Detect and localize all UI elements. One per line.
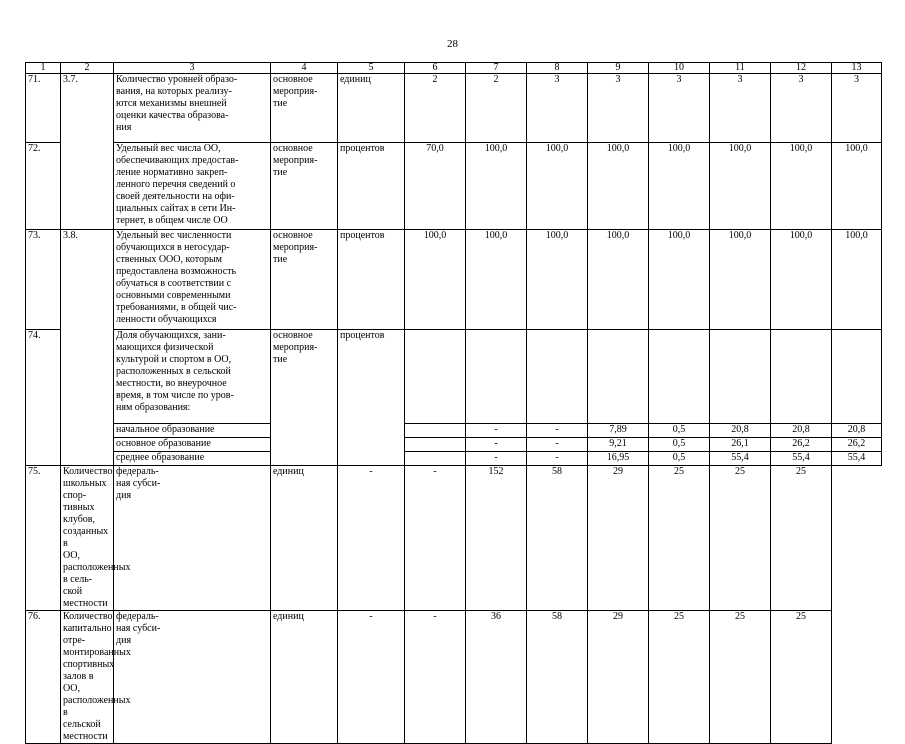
indicator-name: Удельный вес численности обучающихся в негосудар- ственных ООО, которым предоставлена возможность обучаться в соответствии с основными современными требованиями, в общей чис- ленности обучающихся <box>114 230 271 330</box>
value-cell: 7,89 <box>588 424 649 438</box>
value-cell: 20,8 <box>832 424 882 438</box>
value-cell: 100,0 <box>405 230 466 330</box>
item-code: 3.8. <box>61 230 114 466</box>
value-cell: 3 <box>527 74 588 143</box>
value-cell: 20,8 <box>771 424 832 438</box>
value-cell: - <box>527 424 588 438</box>
table-row <box>26 230 882 330</box>
unit: процентов <box>338 330 405 466</box>
value-cell: 29 <box>588 466 649 611</box>
funding-type: федераль- ная субси- дия <box>114 611 271 744</box>
col-header: 9 <box>588 63 649 74</box>
value-cell: - <box>527 452 588 466</box>
value-cell: 36 <box>466 611 527 744</box>
value-cell: 100,0 <box>527 143 588 230</box>
row-number: 73. <box>26 230 61 330</box>
value-cell: - <box>527 438 588 452</box>
value-cell: - <box>405 611 466 744</box>
col-header: 11 <box>710 63 771 74</box>
value-cell: 26,2 <box>771 438 832 452</box>
value-cell: 100,0 <box>832 143 882 230</box>
page-number: 28 <box>447 38 458 50</box>
col-header: 10 <box>649 63 710 74</box>
table-row <box>26 611 882 744</box>
funding-type: основное мероприя- тие <box>271 143 338 230</box>
col-header: 4 <box>271 63 338 74</box>
value-cell <box>588 330 649 424</box>
value-cell: 2 <box>405 74 466 143</box>
funding-type: основное мероприя- тие <box>271 230 338 330</box>
col-header: 7 <box>466 63 527 74</box>
value-cell: 100,0 <box>466 143 527 230</box>
value-cell: 29 <box>588 611 649 744</box>
sub-indicator-name: среднее образование <box>114 452 271 466</box>
value-cell: 25 <box>771 611 832 744</box>
table-subrow <box>26 438 882 452</box>
value-cell: 100,0 <box>832 230 882 330</box>
value-cell: 25 <box>710 466 771 611</box>
value-cell: - <box>466 452 527 466</box>
value-cell: 100,0 <box>588 143 649 230</box>
value-cell: 100,0 <box>649 230 710 330</box>
col-header: 3 <box>114 63 271 74</box>
unit: процентов <box>338 230 405 330</box>
indicators-table <box>25 62 882 744</box>
value-cell: 100,0 <box>771 230 832 330</box>
table-row <box>26 330 882 424</box>
sub-indicator-name: основное образование <box>114 438 271 452</box>
value-cell: 3 <box>710 74 771 143</box>
table-row <box>26 74 882 143</box>
value-cell: 25 <box>649 466 710 611</box>
value-cell: 25 <box>649 611 710 744</box>
col-header: 1 <box>26 63 61 74</box>
value-cell: 20,8 <box>710 424 771 438</box>
value-cell <box>710 330 771 424</box>
value-cell: 16,95 <box>588 452 649 466</box>
value-cell: - <box>338 466 405 611</box>
unit: процентов <box>338 143 405 230</box>
value-cell: 2 <box>466 74 527 143</box>
funding-type: основное мероприя- тие <box>271 74 338 143</box>
table-subrow <box>26 452 882 466</box>
sub-indicator-name: начальное образование <box>114 424 271 438</box>
row-number: 72. <box>26 143 61 230</box>
value-cell: 26,1 <box>710 438 771 452</box>
sub-spacer <box>405 452 466 466</box>
value-cell <box>832 330 882 424</box>
value-cell: 70,0 <box>405 143 466 230</box>
table-subrow <box>26 424 882 438</box>
value-cell: - <box>405 466 466 611</box>
value-cell <box>405 330 466 424</box>
value-cell <box>771 330 832 424</box>
value-cell <box>466 330 527 424</box>
unit: единиц <box>271 611 338 744</box>
row-number: 71. <box>26 74 61 143</box>
value-cell: - <box>338 611 405 744</box>
value-cell: 100,0 <box>771 143 832 230</box>
col-header: 13 <box>832 63 882 74</box>
value-cell: 3 <box>588 74 649 143</box>
value-cell: 3 <box>649 74 710 143</box>
value-cell: 58 <box>527 466 588 611</box>
col-header: 12 <box>771 63 832 74</box>
value-cell: 25 <box>771 466 832 611</box>
value-cell: 58 <box>527 611 588 744</box>
value-cell: 55,4 <box>771 452 832 466</box>
value-cell: 55,4 <box>832 452 882 466</box>
header-row <box>26 63 882 74</box>
value-cell: 0,5 <box>649 452 710 466</box>
table-row <box>26 143 882 230</box>
row-number: 74. <box>26 330 61 466</box>
indicator-name: Доля обучающихся, зани- мающихся физической культурой и спортом в ОО, расположенных в сельской местности, во внеурочное время, в том числе по уров- ням образования: <box>114 330 271 424</box>
value-cell: 100,0 <box>527 230 588 330</box>
indicator-name: Удельный вес числа ОО, обеспечивающих предостав- ление нормативно закреп- ленного перечня сведений о своей деятельности на офи- циальных сайтах в сети Ин- тернет, в общем числе ОО <box>114 143 271 230</box>
value-cell: 100,0 <box>710 143 771 230</box>
funding-type: основное мероприя- тие <box>271 330 338 466</box>
col-header: 2 <box>61 63 114 74</box>
indicator-name: Количество уровней образо- вания, на которых реализу- ются механизмы внешней оценки качества образова- ния <box>114 74 271 143</box>
value-cell: 25 <box>710 611 771 744</box>
funding-type: федераль- ная субси- дия <box>114 466 271 611</box>
value-cell <box>649 330 710 424</box>
value-cell: - <box>466 438 527 452</box>
value-cell: 100,0 <box>588 230 649 330</box>
col-header: 5 <box>338 63 405 74</box>
value-cell: 55,4 <box>710 452 771 466</box>
col-header: 8 <box>527 63 588 74</box>
value-cell: 100,0 <box>466 230 527 330</box>
value-cell: 3 <box>771 74 832 143</box>
unit: единиц <box>271 466 338 611</box>
value-cell: 100,0 <box>649 143 710 230</box>
value-cell: 26,2 <box>832 438 882 452</box>
row-number: 75. <box>26 466 61 611</box>
col-header: 6 <box>405 63 466 74</box>
sub-spacer <box>405 424 466 438</box>
indicator-name: Количество школьных спор- тивных клубов, созданных в ОО, расположенных в сель- ской местности <box>61 466 114 611</box>
item-code: 3.7. <box>61 74 114 230</box>
value-cell: 152 <box>466 466 527 611</box>
value-cell: 9,21 <box>588 438 649 452</box>
value-cell <box>527 330 588 424</box>
value-cell: - <box>466 424 527 438</box>
value-cell: 0,5 <box>649 438 710 452</box>
table-row <box>26 466 882 611</box>
value-cell: 3 <box>832 74 882 143</box>
value-cell: 0,5 <box>649 424 710 438</box>
indicator-name: Количество капитально отре- монтированных спортивных залов в ОО, расположенных в сельской местности <box>61 611 114 744</box>
row-number: 76. <box>26 611 61 744</box>
sub-spacer <box>405 438 466 452</box>
unit: единиц <box>338 74 405 143</box>
value-cell: 100,0 <box>710 230 771 330</box>
